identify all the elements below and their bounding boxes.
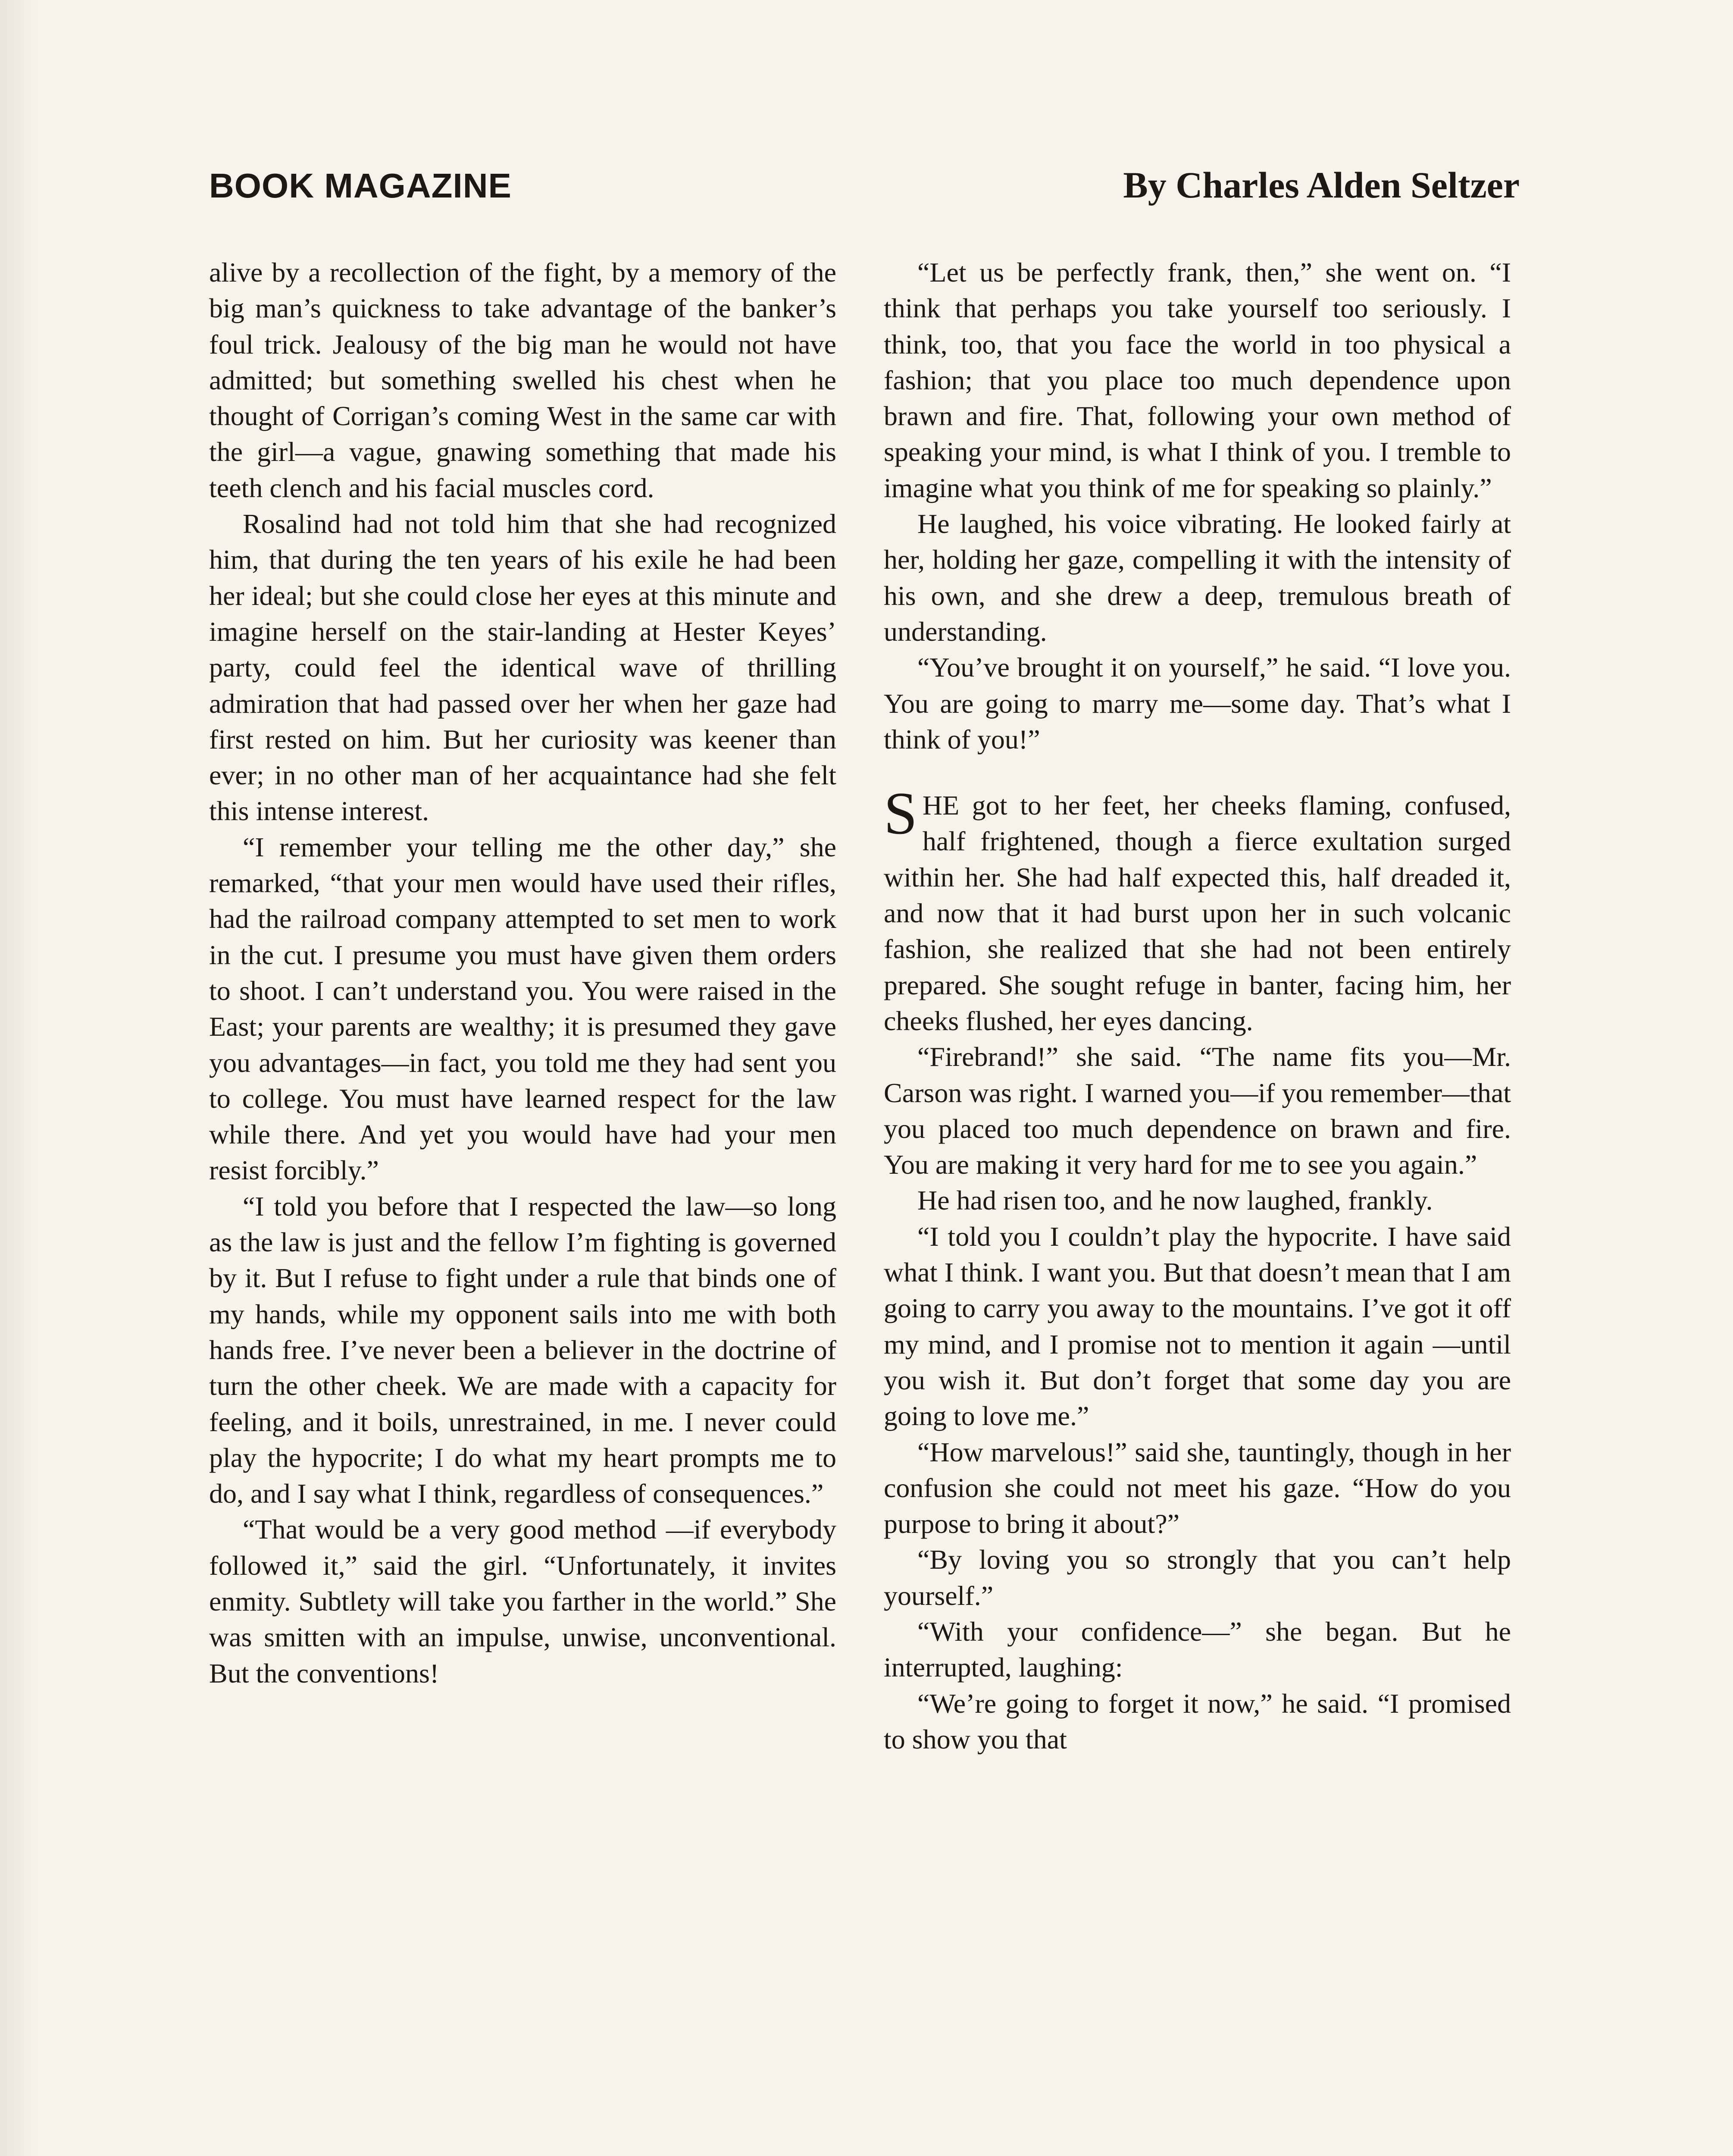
paragraph: “Firebrand!” she said. “The name fits you—Mr. Carson was right. I warned you—if you remember—that you placed too much dependence on brawn and fire. You are making it very hard for me to see you again.” — [884, 1041, 1511, 1180]
right-column — [884, 254, 1511, 1757]
drop-cap: S — [884, 780, 917, 847]
paragraph: “How marvelous!” said she, tauntingly, though in her confusion she could not meet his gaze. “How do you purpose to bring it about?” — [884, 1436, 1511, 1539]
section-break — [884, 757, 1511, 787]
magazine-title: BOOK MAGAZINE — [209, 166, 512, 205]
running-header — [209, 166, 1520, 218]
paragraph: “With your confidence—” she began. But he interrupted, laughing: — [884, 1616, 1511, 1683]
paragraph: “I told you before that I respected the law—so long as the law is just and the fellow I’m fighting is governed by it. But I refuse to fight under a rule that binds one of my hands, while my opponent sails into me with both hands free. I’ve never been a believer in the doctrine of turn the other cheek. We are made with a capacity for feeling, and it boils, unrestrained, in me. I never could play the hypocrite; I do what my heart prompts me to do, and I say what I think, regardless of consequences.” — [209, 1191, 836, 1509]
paragraph: alive by a recollection of the fight, by a memory of the big man’s quickness to take advantage of the banker’s foul trick. Jealousy of the big man he would not have admitted; but something swelled his chest when he thought of Corrigan’s coming West in the same car with the girl—a vague, gnawing something that made his teeth clench and his facial muscles cord. — [209, 257, 836, 503]
paragraph-text: HE got to her feet, her cheeks flaming, confused, half frightened, though a fierce exultation surged within her. She had half expected this, half dreaded it, and now that it had burst upon her in such volcanic fashion, she realized that she had not been entirely prepared. She sought refuge in banter, facing him, her cheeks flushed, her eyes dancing. — [884, 790, 1511, 1036]
paragraph: “I told you I couldn’t play the hypocrite. I have said what I think. I want you. But that doesn’t mean that I am going to carry you away to the mountains. I’ve got it off my mind, and I promise not to mention it again —until you wish it. But don’t forget that some day you are going to love me.” — [884, 1221, 1511, 1432]
paragraph: “By loving you so strongly that you can’t help yourself.” — [884, 1544, 1511, 1611]
section-opening-paragraph — [884, 780, 1511, 1039]
paragraph: “I remember your telling me the other day,” she remarked, “that your men would have used their rifles, had the railroad company attempted to set men to work in the cut. I presume you must have given them orders to shoot. I can’t understand you. You were raised in the East; your parents are wealthy; it is presumed they gave you advantages—in fact, you told me they had sent you to college. You must have learned respect for the law while there. And yet you would have had your men resist forcibly.” — [209, 831, 836, 1186]
paragraph: Rosalind had not told him that she had recognized him, that during the ten years of his exile he had been her ideal; but she could close her eyes at this minute and imagine herself on the stair-landing at Hester Keyes’ party, could feel the identical wave of thrilling admiration that had passed over her when her gaze had first rested on him. But her curiosity was keener than ever; in no other man of her acquaintance had she felt this intense interest. — [209, 508, 836, 827]
left-column — [209, 254, 836, 1691]
author-byline: By Charles Alden Seltzer — [1123, 164, 1520, 206]
paragraph: “That would be a very good method —if everybody followed it,” said the girl. “Unfortunately, it invites enmity. Subtlety will take you farther in the world.” She was smitten with an impulse, unwise, unconventional. But the conventions! — [209, 1514, 836, 1689]
paragraph: “You’ve brought it on yourself,” he said. “I love you. You are going to marry me—some day. That’s what I think of you!” — [884, 652, 1511, 755]
paragraph: He laughed, his voice vibrating. He looked fairly at her, holding her gaze, compelling it with the intensity of his own, and she drew a deep, tremulous breath of understanding. — [884, 508, 1511, 647]
paragraph: He had risen too, and he now laughed, frankly. — [917, 1185, 1433, 1216]
paragraph: “Let us be perfectly frank, then,” she went on. “I think that perhaps you take yourself too seriously. I think, too, that you face the world in too physical a fashion; that you place too much dependence upon brawn and fire. That, following your own method of speaking your mind, is what I think of you. I tremble to imagine what you think of me for speaking so plainly.” — [884, 257, 1511, 503]
page-shadow-left — [0, 0, 39, 2156]
paragraph: “We’re going to forget it now,” he said. “I promised to show you that — [884, 1688, 1511, 1755]
